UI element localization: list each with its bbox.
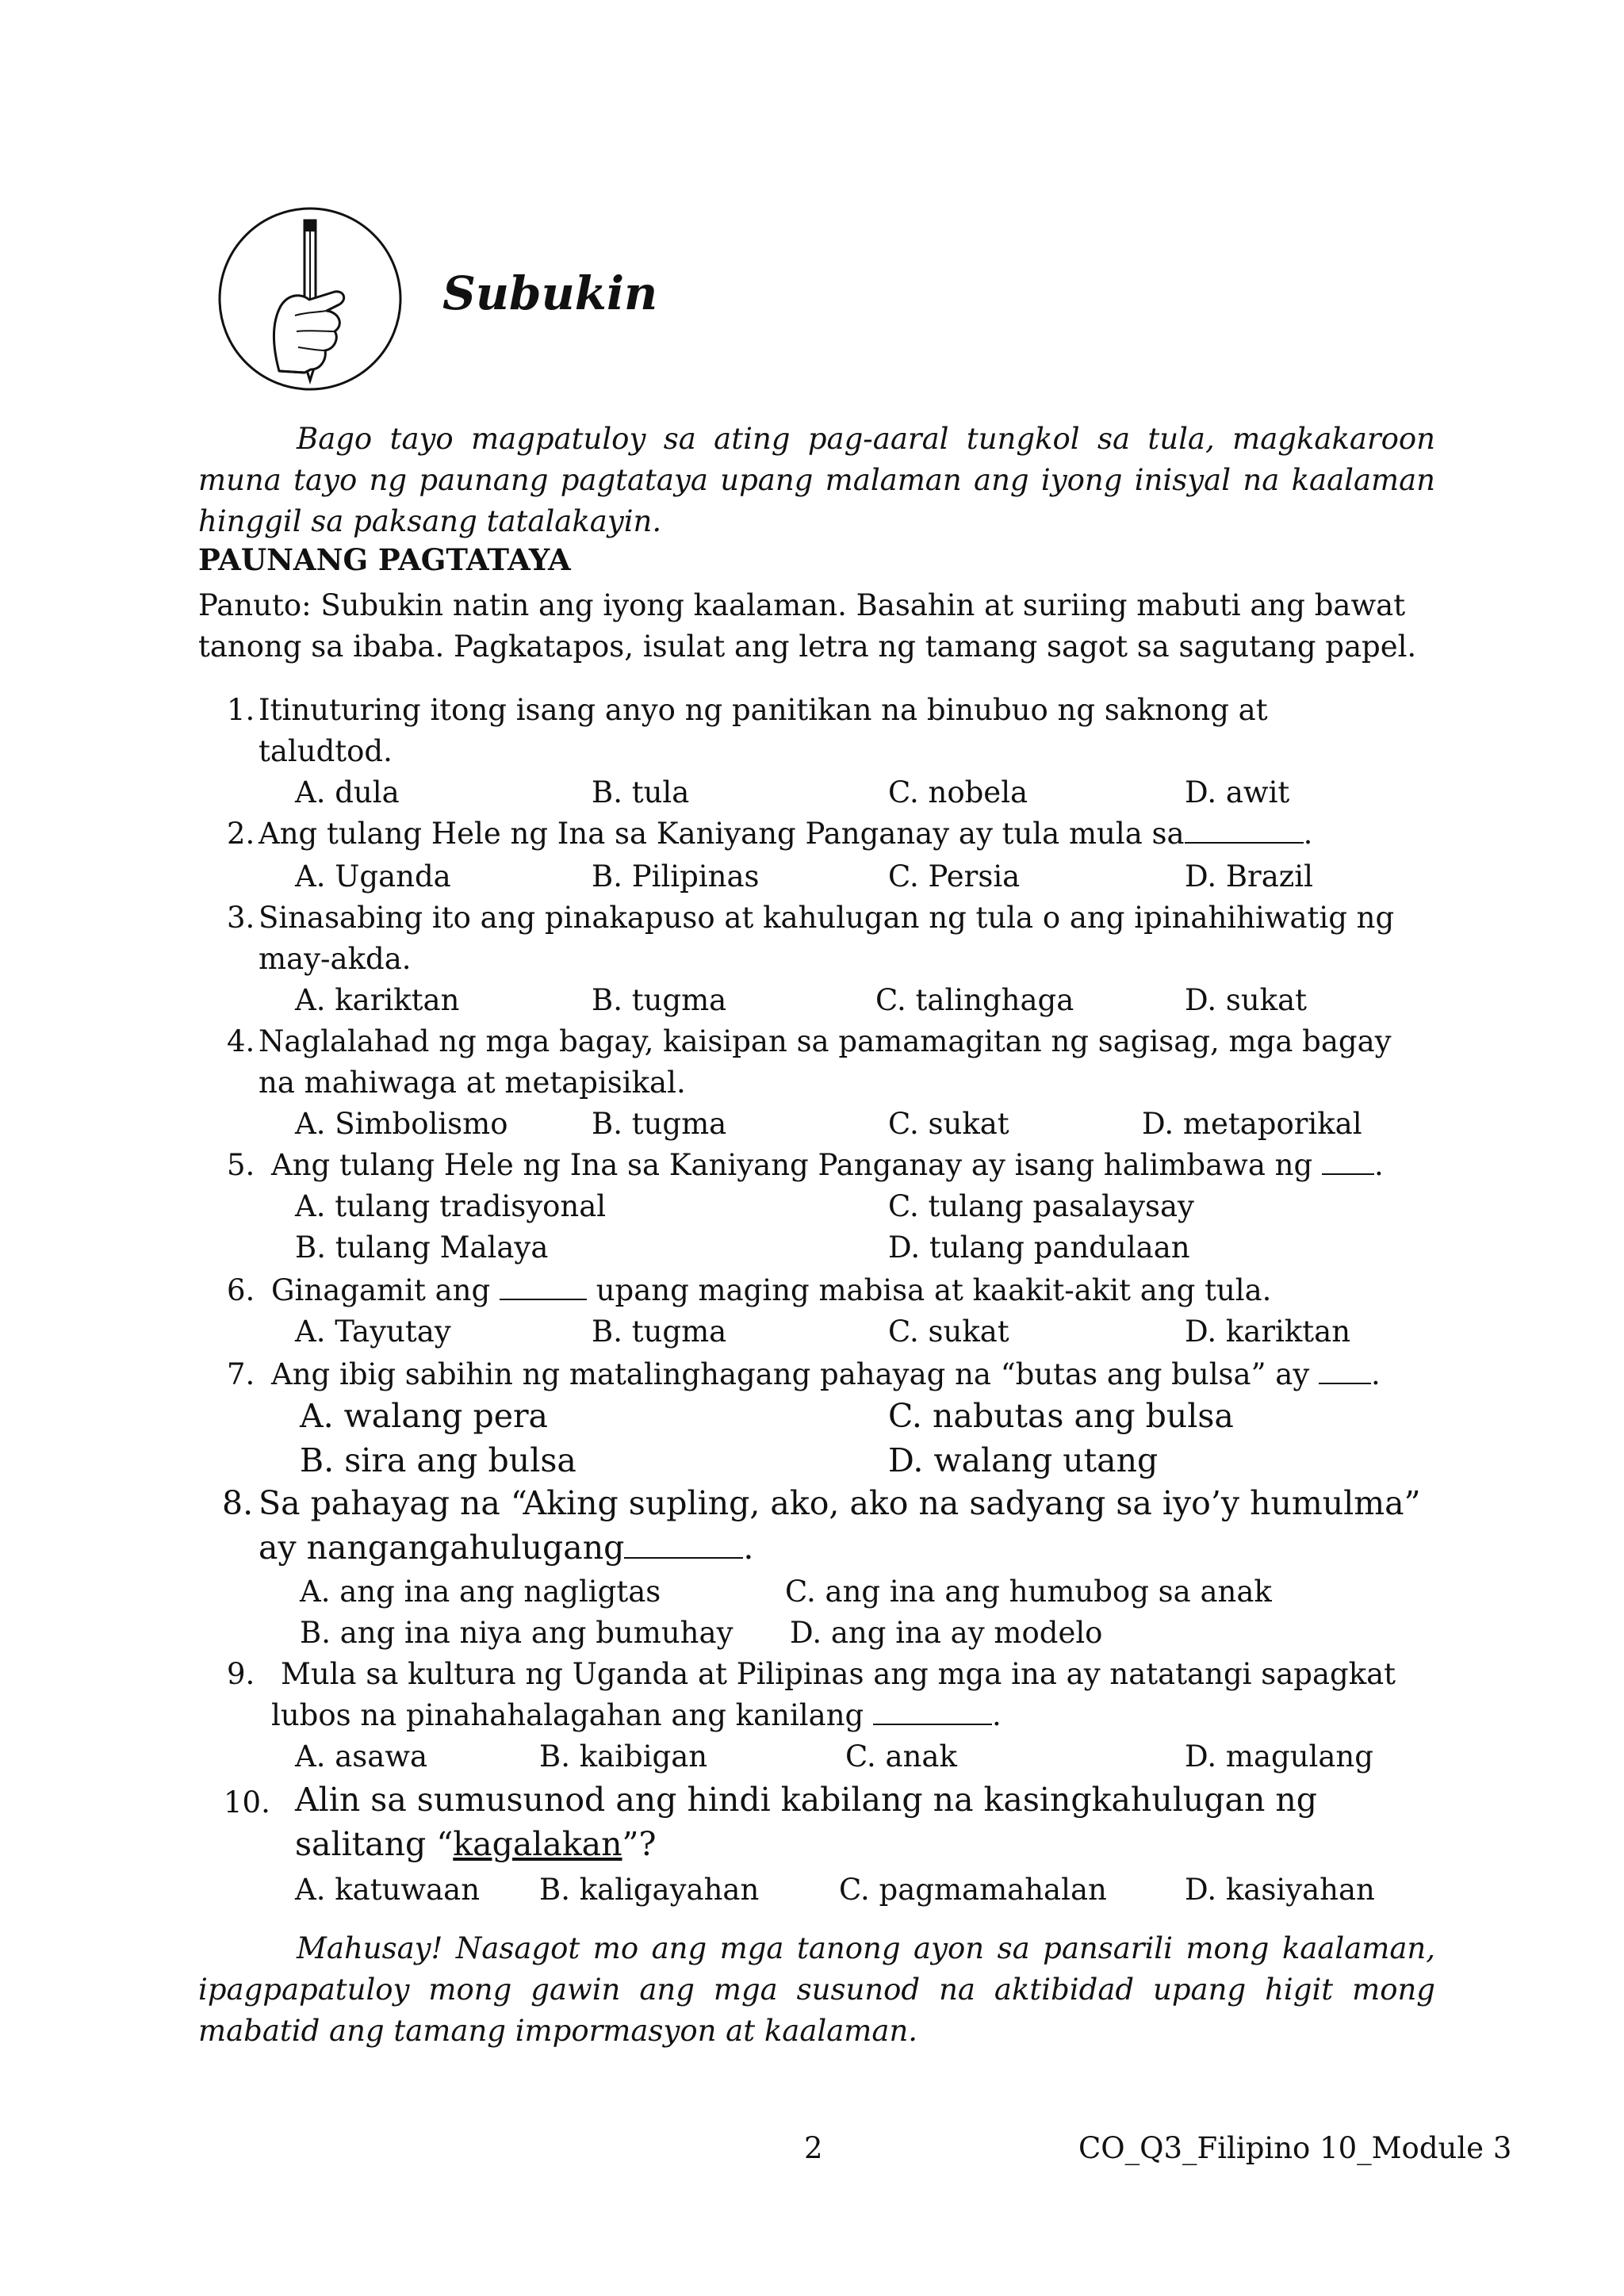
question-text: taludtod. — [259, 734, 393, 768]
choice-a: A. ang ina ang nagligtas — [300, 1575, 661, 1609]
question-text: salitang “kagalakan”? — [295, 1825, 657, 1863]
choice-a: A. dula — [295, 775, 400, 809]
choice-a: A. Tayutay — [295, 1314, 451, 1349]
choice-d: D. ang ina ay modelo — [790, 1616, 1103, 1650]
choice-c: C. Persia — [888, 859, 1021, 894]
question-number: 3. — [227, 901, 255, 935]
hand-holding-pencil-icon — [216, 205, 404, 393]
answer-blank — [500, 1272, 587, 1300]
choice-b: B. Pilipinas — [592, 859, 760, 894]
question-number: 1. — [227, 693, 255, 727]
choice-a: A. walang pera — [300, 1397, 549, 1435]
question-number: 7. — [227, 1357, 255, 1391]
answer-blank — [1322, 1146, 1374, 1175]
choice-d: D. sukat — [1185, 983, 1308, 1017]
choice-a: A. asawa — [295, 1739, 428, 1774]
choice-b: B. tulang Malaya — [295, 1230, 549, 1265]
question-text: Naglalahad ng mga bagay, kaisipan sa pamamagitan ng sagisag, mga bagay — [259, 1024, 1392, 1058]
choice-c: C. ang ina ang humubog sa anak — [785, 1575, 1272, 1609]
answer-blank — [1185, 815, 1304, 844]
choice-c: C. sukat — [888, 1107, 1009, 1141]
choice-d: D. magulang — [1185, 1739, 1373, 1774]
question-text: na mahiwaga at metapisikal. — [259, 1066, 686, 1100]
question-number: 4. — [227, 1024, 255, 1058]
choice-d: D. metaporikal — [1142, 1107, 1362, 1141]
question-text: Sinasabing ito ang pinakapuso at kahulugan ng tula o ang ipinahihiwatig ng — [259, 901, 1395, 935]
page-number: 2 — [804, 2131, 823, 2165]
choice-a: A. tulang tradisyonal — [295, 1189, 607, 1223]
choice-d: D. awit — [1185, 775, 1290, 809]
choice-b: B. tugma — [592, 983, 727, 1017]
choice-c: C. nabutas ang bulsa — [888, 1397, 1234, 1435]
question-number: 10. — [224, 1785, 270, 1820]
choice-c: C. tulang pasalaysay — [888, 1189, 1194, 1223]
question-text: Mula sa kultura ng Uganda at Pilipinas ang mga ina ay natatangi sapagkat — [281, 1657, 1396, 1691]
choice-c: C. nobela — [888, 775, 1028, 809]
question-text: ay nangangahulugang . — [259, 1529, 754, 1567]
underlined-word: kagalakan — [453, 1825, 622, 1863]
choice-c: C. sukat — [888, 1314, 1009, 1349]
choice-d: D. tulang pandulaan — [888, 1230, 1190, 1265]
question-text: Itinuturing itong isang anyo ng panitikan na binubuo ng saknong at — [259, 693, 1268, 727]
assessment-heading: PAUNANG PAGTATAYA — [198, 542, 571, 577]
choice-a: A. kariktan — [295, 983, 460, 1017]
choice-c: C. anak — [845, 1739, 957, 1774]
closing-paragraph: Mahusay! Nasagot mo ang mga tanong ayon sa pansarili mong kaalaman, ipagpapatuloy mong gawin ang mga susunod na aktibidad upang higit mong mabatid ang tamang impormasyon at kaalaman. — [198, 1931, 1435, 2048]
question-text: Ginagamit ang upang maging mabisa at kaakit-akit ang tula. — [271, 1273, 1272, 1307]
choice-c: C. talinghaga — [875, 983, 1074, 1017]
choice-b: B. kaibigan — [539, 1739, 708, 1774]
question-text: Sa pahayag na “Aking supling, ako, ako na sadyang sa iyo’y humulma” — [259, 1484, 1421, 1522]
choice-c: C. pagmamahalan — [839, 1873, 1107, 1907]
question-number: 9. — [227, 1657, 255, 1691]
question-number: 5. — [227, 1148, 255, 1182]
choice-b: B. tula — [592, 775, 690, 809]
choice-a: A. Uganda — [295, 859, 451, 894]
answer-blank — [873, 1697, 992, 1725]
choice-b: B. kaligayahan — [539, 1873, 760, 1907]
choice-b: B. sira ang bulsa — [300, 1441, 576, 1479]
directions: Panuto: Subukin natin ang iyong kaalaman. Basahin at suriing mabuti ang bawat tanong sa ibaba. Pagkatapos, isulat ang letra ng tamang sagot sa sagutang papel. — [198, 588, 1417, 664]
module-code: CO_Q3_Filipino 10_Module 3 — [1078, 2131, 1512, 2165]
question-number: 2. — [227, 817, 255, 851]
question-text: Ang tulang Hele ng Ina sa Kaniyang Panganay ay tula mula sa . — [259, 817, 1313, 851]
choice-b: B. tugma — [592, 1314, 727, 1349]
choice-b: B. tugma — [592, 1107, 727, 1141]
question-text: Ang tulang Hele ng Ina sa Kaniyang Panganay ay isang halimbawa ng . — [271, 1148, 1384, 1182]
choice-d: D. Brazil — [1185, 859, 1313, 894]
question-text: may-akda. — [259, 942, 412, 976]
choice-d: D. kariktan — [1185, 1314, 1351, 1349]
answer-blank — [1319, 1356, 1371, 1384]
question-text: Ang ibig sabihin ng matalinghagang pahayag na “butas ang bulsa” ay . — [271, 1357, 1381, 1391]
choice-a: A. katuwaan — [295, 1873, 481, 1907]
choice-d: D. walang utang — [888, 1441, 1159, 1479]
choice-b: B. ang ina niya ang bumuhay — [300, 1616, 733, 1650]
intro-paragraph: Bago tayo magpatuloy sa ating pag-aaral tungkol sa tula, magkakaroon muna tayo ng paunang pagtataya upang malaman ang iyong inisyal na kaalaman hinggil sa paksang tatalakayin. — [198, 422, 1435, 538]
choice-a: A. Simbolismo — [295, 1107, 508, 1141]
answer-blank — [624, 1530, 743, 1559]
choice-d: D. kasiyahan — [1185, 1873, 1375, 1907]
question-number: 8. — [222, 1484, 254, 1522]
question-number: 6. — [227, 1273, 255, 1307]
question-text: lubos na pinahahalagahan ang kanilang . — [271, 1698, 1002, 1732]
section-title: Subukin — [442, 266, 658, 320]
question-text: Alin sa sumusunod ang hindi kabilang na kasingkahulugan ng — [295, 1781, 1318, 1819]
